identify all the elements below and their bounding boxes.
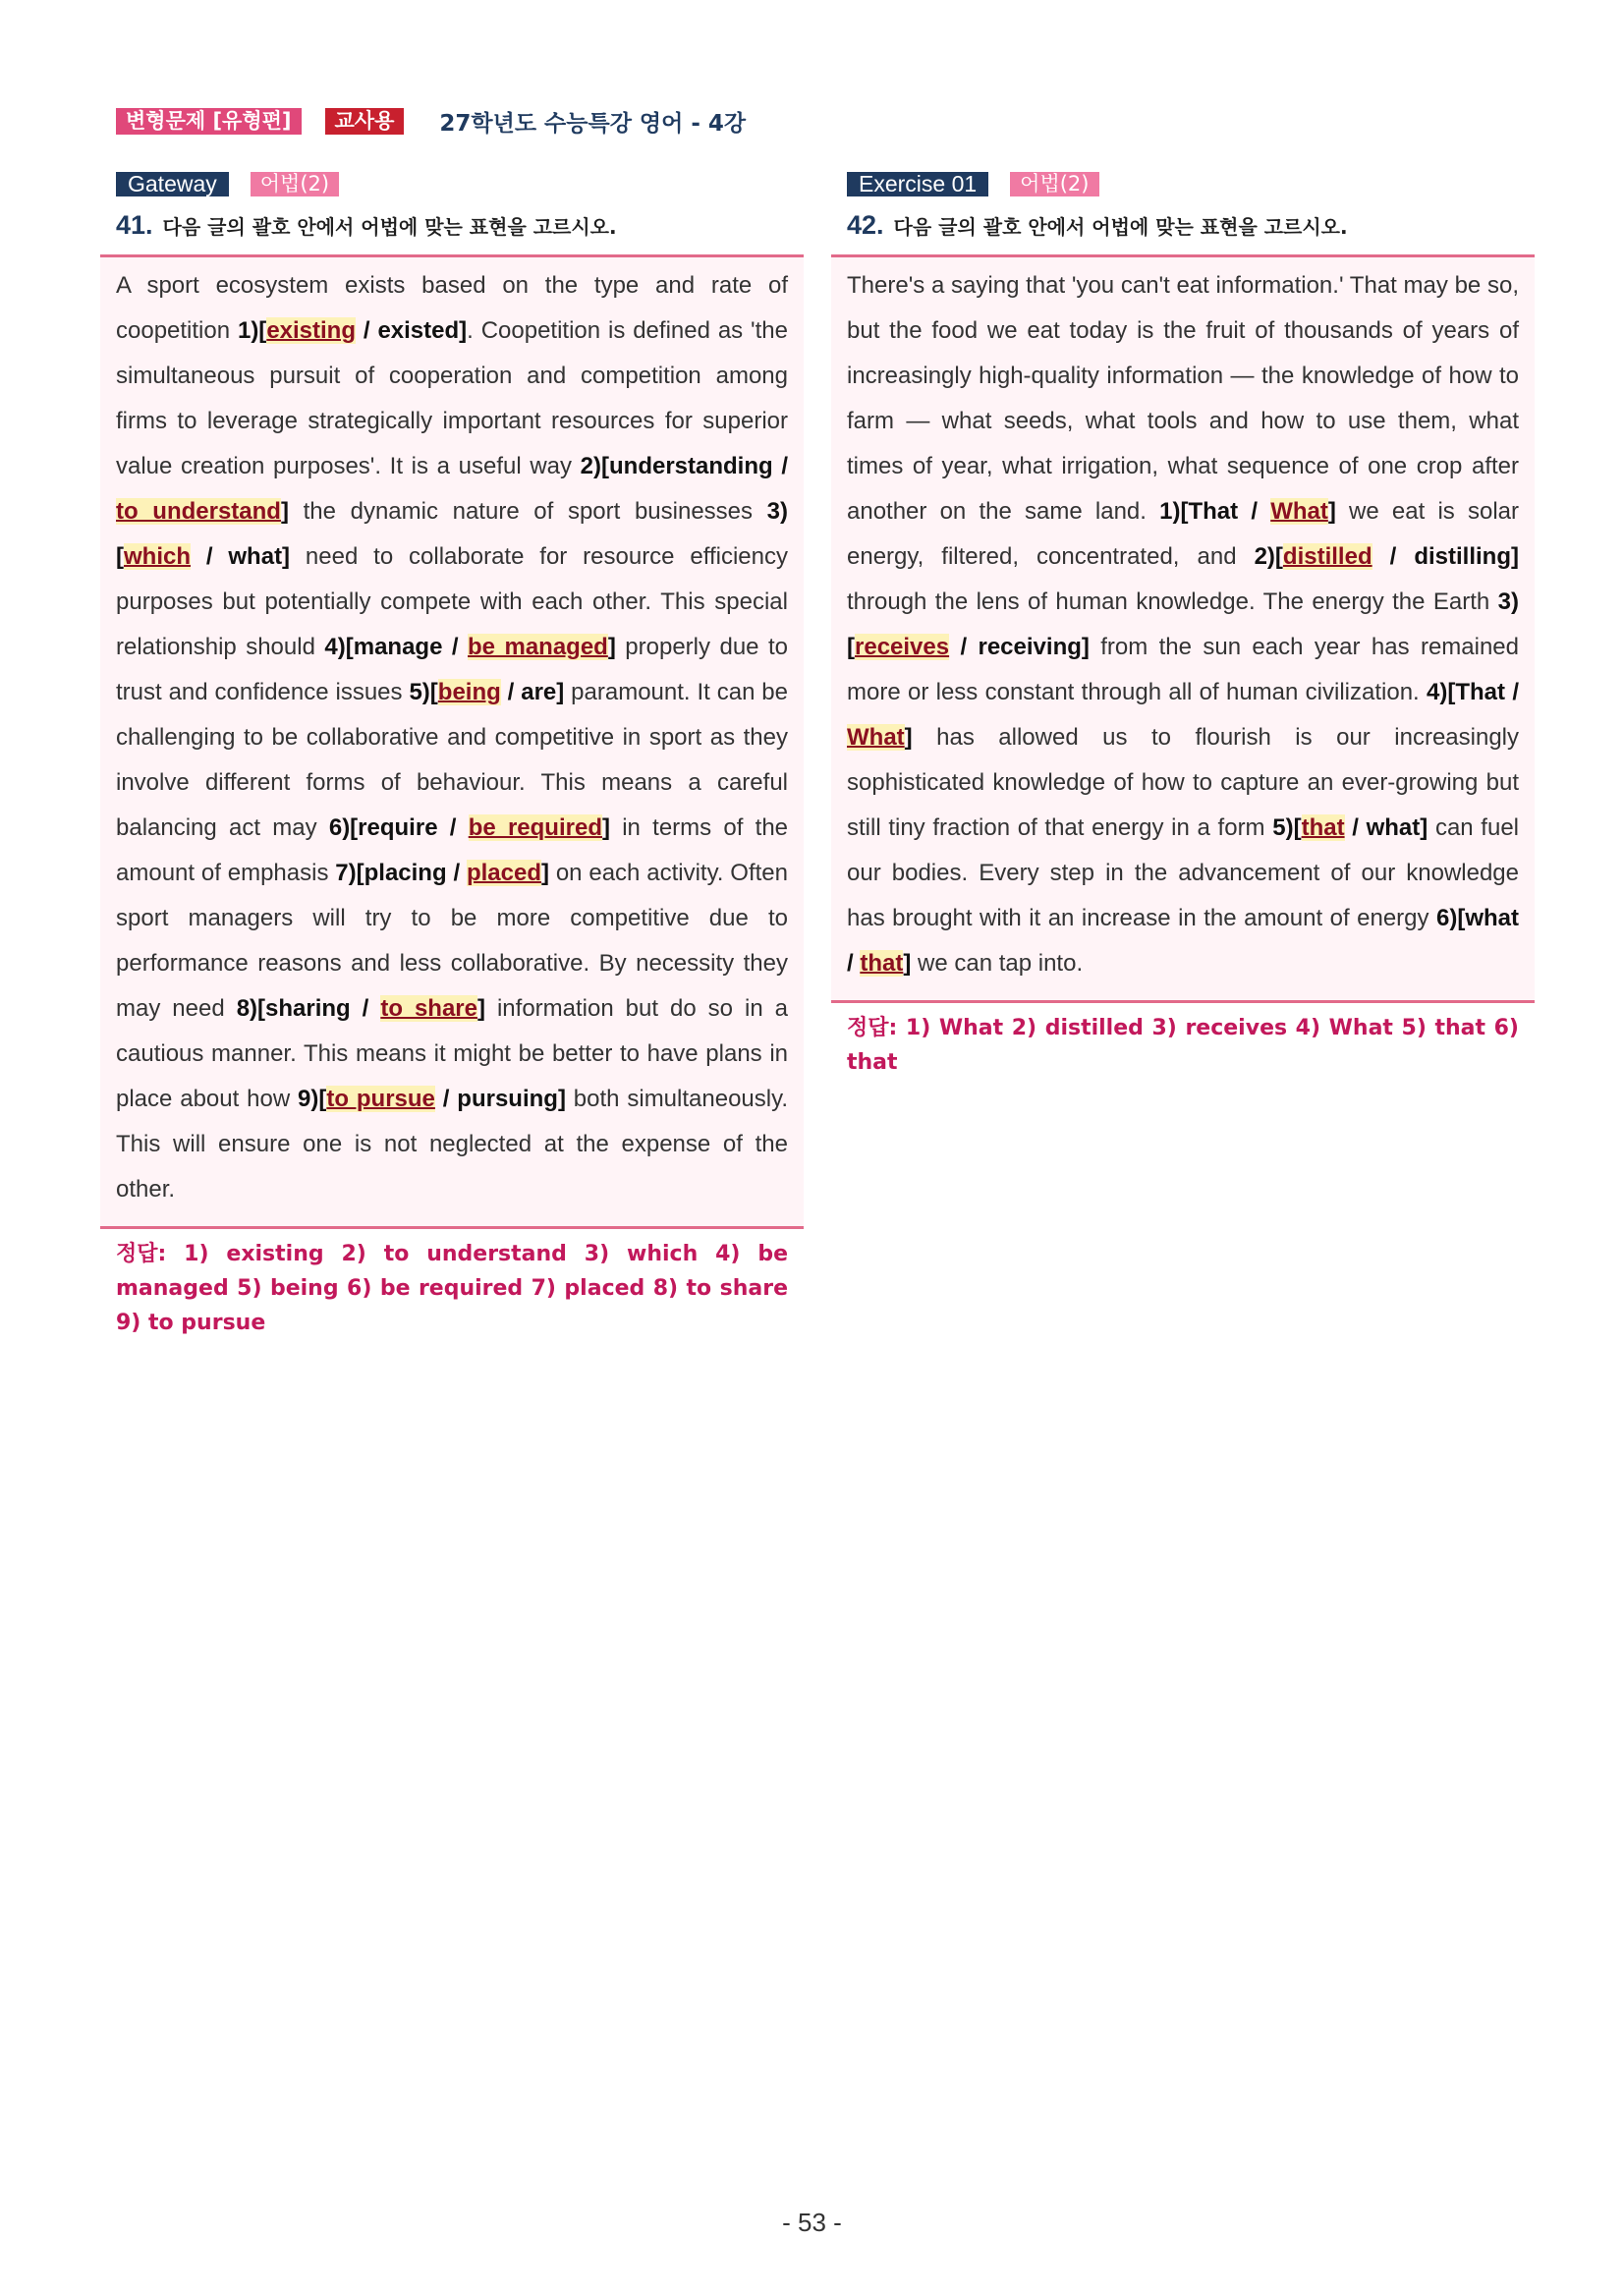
- passage-segment: A sport ecosystem exists based on the type and rate of coopetition: [116, 272, 788, 344]
- answer-key: 정답: 1) What 2) distilled 3) receives 4) What 5) that 6) that: [847, 1016, 1519, 1075]
- passage-segment: information but do so in a cautious manner. This means it might be better to have plans in place about how: [116, 995, 788, 1112]
- choice-bracket: 9)[: [298, 1086, 327, 1112]
- correct-answer: What: [847, 724, 905, 751]
- correct-answer: existing: [266, 317, 357, 344]
- correct-answer: which: [124, 543, 192, 570]
- passage-segment: we can tap into.: [911, 950, 1084, 977]
- page-header: [116, 104, 746, 138]
- passage-segment: paramount. It can be challenging to be collaborative and competitive in sport as they involve different forms of behaviour. This means a careful balancing act may: [116, 679, 789, 841]
- passage-segment: on each activity. Often sport managers will try to be more competitive due to performance reasons and less collaborative. By necessity they may need: [116, 860, 788, 1022]
- choice-bracket: 1)[: [237, 317, 267, 344]
- choice-bracket: ]: [477, 995, 485, 1022]
- choice-bracket: 7)[placing /: [335, 860, 467, 886]
- category-label: 어법(2): [251, 172, 339, 196]
- question-header: [831, 210, 1535, 241]
- passage-text: [847, 263, 1519, 986]
- choice-bracket: 4)[That /: [1427, 679, 1519, 705]
- choice-bracket: / pursuing]: [434, 1086, 566, 1112]
- choice-bracket: / are]: [500, 679, 565, 705]
- correct-answer: placed: [466, 860, 541, 886]
- passage-segment: from the sun each year has remained more or less constant through all of human civilization.: [847, 634, 1520, 705]
- passage-segment: has allowed us to flourish is our increasingly sophisticated knowledge of how to capture an ever-growing but still tiny fraction of that energy in a form: [847, 724, 1519, 841]
- section-labels: [831, 172, 1535, 196]
- passage-segment: we eat is solar energy, filtered, concentrated, and: [847, 498, 1519, 570]
- section-labels: [100, 172, 804, 196]
- teacher-edition-tag: 교사용: [325, 108, 405, 135]
- choice-bracket: 5)[: [1272, 814, 1302, 841]
- question-number: 42.: [847, 210, 884, 240]
- choice-bracket: ]: [601, 814, 610, 841]
- choice-bracket: 4)[manage /: [324, 634, 469, 660]
- correct-answer: distilled: [1282, 543, 1372, 570]
- choice-bracket: 3)[: [116, 498, 788, 570]
- choice-bracket: / what]: [191, 543, 291, 570]
- choice-bracket: 6)[what /: [847, 905, 1519, 977]
- passage-segment: properly due to trust and confidence issues: [116, 634, 788, 705]
- right-column: [831, 172, 1535, 1080]
- choice-bracket: ]: [903, 950, 912, 977]
- choice-bracket: ]: [607, 634, 616, 660]
- section-label-exercise: Exercise 01: [847, 172, 988, 196]
- correct-answer: being: [437, 679, 501, 705]
- correct-answer: to pursue: [326, 1086, 435, 1112]
- choice-bracket: 1)[That /: [1159, 498, 1271, 525]
- question-header: [100, 210, 804, 241]
- left-column: [100, 172, 804, 1340]
- passage-segment: need to collaborate for resource efficiency purposes but potentially compete with each other. This special relationship should: [116, 543, 788, 660]
- choice-bracket: / distilling]: [1372, 543, 1519, 570]
- choice-bracket: ]: [459, 317, 468, 344]
- choice-bracket: 3)[: [847, 588, 1519, 660]
- choice-bracket: 5)[: [409, 679, 438, 705]
- choice-bracket: ]: [904, 724, 913, 751]
- correct-answer: be managed: [468, 634, 608, 660]
- document-title: 27학년도 수능특강 영어 - 4강: [439, 110, 747, 137]
- choice-bracket: / what]: [1344, 814, 1428, 841]
- passage-segment: in terms of the amount of emphasis: [116, 814, 789, 886]
- choice-bracket: ]: [541, 860, 549, 886]
- passage-segment: the dynamic nature of sport businesses: [288, 498, 767, 525]
- passage-segment: There's a saying that 'you can't eat information.' That may be so, but the food we eat today is the fruit of thousands of years of increasingly high-quality information — the knowledge of how to farm — what seeds, what tools and how to use them, what times of year, what irrigation, what sequence of one crop after another on the same land.: [847, 272, 1519, 525]
- correct-answer: receives: [855, 634, 950, 660]
- question-instruction: 다음 글의 괄호 안에서 어법에 맞는 표현을 고르시오.: [893, 215, 1348, 239]
- question-number: 41.: [116, 210, 153, 240]
- choice-bracket: 2)[: [1254, 543, 1283, 570]
- passage-segment: can fuel our bodies. Every step in the advancement of our knowledge has brought with it an increase in the amount of energy: [847, 814, 1520, 931]
- variant-problem-tag: 변형문제 [유형편]: [116, 108, 302, 135]
- correct-answer: be required: [468, 814, 602, 841]
- passage-box: [100, 254, 804, 1229]
- choice-bracket: 6)[require /: [328, 814, 469, 841]
- correct-answer: that: [1301, 814, 1345, 841]
- choice-bracket: / receiving]: [949, 634, 1090, 660]
- choice-bracket: 8)[sharing /: [236, 995, 381, 1022]
- answer-key: 정답: 1) existing 2) to understand 3) which 4) be managed 5) being 6) be required 7) placed 8) to share 9) to pursue: [116, 1242, 788, 1335]
- passage-segment: both simultaneously. This will ensure one is not neglected at the expense of the other.: [116, 1086, 788, 1203]
- passage-text: [116, 263, 788, 1212]
- passage-segment: . Coopetition is defined as 'the simultaneous pursuit of cooperation and competition among firms to leverage strategically important resources for superior value creation purposes'. It is a useful way: [116, 317, 788, 479]
- choice-bracket: 2)[understanding /: [580, 453, 788, 479]
- correct-answer: that: [860, 950, 904, 977]
- choice-bracket: ]: [1327, 498, 1336, 525]
- category-label: 어법(2): [1010, 172, 1098, 196]
- question-instruction: 다음 글의 괄호 안에서 어법에 맞는 표현을 고르시오.: [162, 215, 617, 239]
- page-number: - 53 -: [782, 2208, 842, 2237]
- section-label-gateway: Gateway: [116, 172, 229, 196]
- passage-segment: through the lens of human knowledge. The energy the Earth: [847, 588, 1498, 615]
- correct-answer: to share: [380, 995, 477, 1022]
- choice-bracket: / existed: [356, 317, 460, 344]
- passage-box: [831, 254, 1535, 1003]
- correct-answer: What: [1270, 498, 1328, 525]
- choice-bracket: ]: [280, 498, 289, 525]
- correct-answer: to understand: [116, 498, 281, 525]
